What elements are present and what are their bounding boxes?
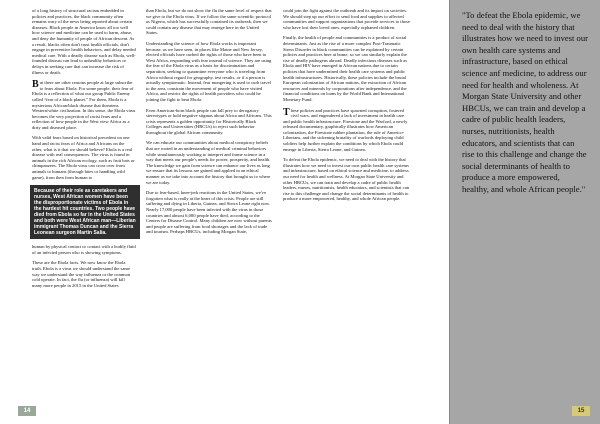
paragraph: Understanding the science of how Ebola works is important because, as we have seen, in places like Maine and New Jersey, elected officials have curbed the rights of those who have been to West Africa, responding with fear instead of science. They are using the fear of the Ebola virus as a basis for discrimination and separation, seeking to quarantine everyone who is traveling from Africa without regard for geography, test results, or if a person is actually symptomatic. Instead, fear mongering is used to curb travel to the area, constrain the movement of people who have visited Africa, and restrict the rights of health providers who could be joining the fight to beat Ebola. [146,40,272,102]
paragraph: human by physical contact or contact with a bodily fluid of an infected person who is showing symptoms. [32,244,136,255]
article-column-3 [283,8,411,207]
paragraph: Even American-born black people can fall prey to derogatory stereotypes or hold negative stigmas about Africa and Africans. This crisis represents a golden opportunity for Historically Black Colleges and Universities (HBCUs) to reject such behavior throughout the global African community. [146,107,272,135]
paragraph: of a long history of structural racism embedded in policies and practices, the black community often remains wary of the news being reported about certain diseases. Black people in America know all too well how science and medicine can be used to harm, abuse, and deny the humanity of people of African descent. As a result, blacks often don't trust health officials, don't engage in preventive health behaviors, and delay needed medical care. With a deadly disease such as Ebola, well-founded distrust can lead to unhealthy behaviors or delays in seeking care that can increase the risk of illness or death. [32,8,136,75]
drop-cap: B [32,79,39,91]
drop-cap: T [283,106,290,118]
page-number-right: 15 [572,406,590,416]
paragraph-text: hese policies and practices have spawned corruption, fostered civil wars, and engendered a lack of investment in health care and public health infrastructure. Firestone and the Warford, a newly released documentary, graphically illustrates how American colonization, the Firestone rubber plantation, the rule of Americo-Liberians, and the sickening brutality of warlords deploying child soldiers help further explain the conditions by which Ebola could emerge in Liberia, Sierra Leone, and Guinea. [283,107,408,152]
paragraph: We can educate our communities about medical conspiracy beliefs that are rooted in an understanding of medical criminal behaviors while simultaneously working to interpret and frame science in a way that meets our people's needs for power, prosperity, and health. The knowledge we gain from science can enhance our lives as long we ensure that its lessons are gained and applied in an ethical manner as we take into account the history that brought us to where we are today. [146,140,271,185]
paragraph: Due to fear-based, knee-jerk reactions in the United States, we've forgotten what is really at the heart of this crisis. People are still suffering and dying in Liberia, Guinea, and Sierra Leone right now. Nearly 17,000 people have been infected with the virus in those countries and almost 6,000 people have died, according to the Centers for Disease Control. Many children are now without parents and people are suffering from food shortages and the lack of trade and tourism. Perhaps HBCUs, including Morgan State, [146,190,272,235]
pull-quote: "To defeat the Ebola epidemic, we need to deal with the history that illustrates how we need to invest our own health care systems and infrastructure, based on ethical science anf medicine, to address our need for health and wholeness. At Morgan State University and other HBCUs, we can train and develop a cadre of public health leaders, nurses, nutritionists, health educators, and scientists that can rise to this challenge and change the social determinants of health to produce a more empowered, healthy, and whole African people." [462,10,589,194]
paragraph: could join the fight against the outbreak and its impact on societies. We should step up our effort to send food and supplies to affected communities and support organizations that provide services to those who have lost their loved ones, especially orphaned children. [283,8,410,30]
paragraph-with-dropcap [283,108,411,153]
paragraph: With valid fears based on historical precedent on one hand and racist fears of Africa and Africans on the other, what is it that we should believe? Ebola is a real disease with real consequences. The virus is found in animals in the rich African ecology, such as fruit bats or chimpanzees. The Ebola virus can cross over from animals to humans (through bites or handling wild game), from then from human to [32,135,135,180]
page-number-left: 14 [18,406,36,416]
paragraph-text: ut there are other reasons people at large subscribe to fears about Ebola. For some people, their fear of Ebola is a reflection of what our group Public Enemy called “fear of a black planet.” For them, Ebola is a mysterious African/black disease that threatens Western/white civilization. In this sense, the Ebola virus becomes the very projection of racist fears and a reflection of how people in the West view Africa as a dirty and diseased place. [32,80,136,130]
paragraph: than Ebola, but we do not show the flu the same level of respect that we give to the Ebola virus. If we follow the same scientific protocol as Nigeria, which has successfully contained its outbreak, then we could contain any disease that may emerge here in the United States. [146,8,272,36]
callout-box: Because of their role as caretakers and nurses, West African women have been the disproportionate victims of Ebola in the hardest hit countries. Two people have died from Ebola so far in the United States and both were West African man—Liberian immigrant Thomas Duncan and the Sierra Leonean surgeon Martin Salia. [30,185,140,239]
article-column-2 [146,8,272,240]
paragraph: These are the Ebola facts. We now know the Ebola truth. Ebola is a virus we should understand the same way we understand the way influenza or the common cold operate. In fact, the flu (or influenza) will kill many more people in 2015 in the United States [32,260,131,288]
paragraph-with-dropcap [32,80,136,130]
article-column-1 [32,8,136,293]
paragraph: Finally, the health of people and communities is a product of social determinants. Just as the rise of a more complex Post-Traumatic Stress Disorder in black communities can be explained by certain policies and practices here at home, so we can similarly explain the rise of deadly pathogens abroad. Deadly infectious diseases such as Ebola and HIV have emerged in African nations due to certain policies that have undermined their health care systems and public health infrastructures. Historically, these policies include the brutal European colonization of African nations, the extraction of African resources and minerals by corporations after independence, and the financial conditions on loans by the World Bank and International Monetary Fund. [283,35,407,102]
paragraph: To defeat the Ebola epidemic, we need to deal with the history that illustrates how we need to invest our own public health care systems and infrastructure, based on ethical science and medicine, to address our need for health and wellness. At Morgan State University and other HBCUs, we can train and develop a cadre of public health leaders, nurses, nutritionists, health educators, and scientists that can rise to this challenge and change the social determinants of health to produce a more empowered, healthy, and whole African people. [283,157,410,202]
